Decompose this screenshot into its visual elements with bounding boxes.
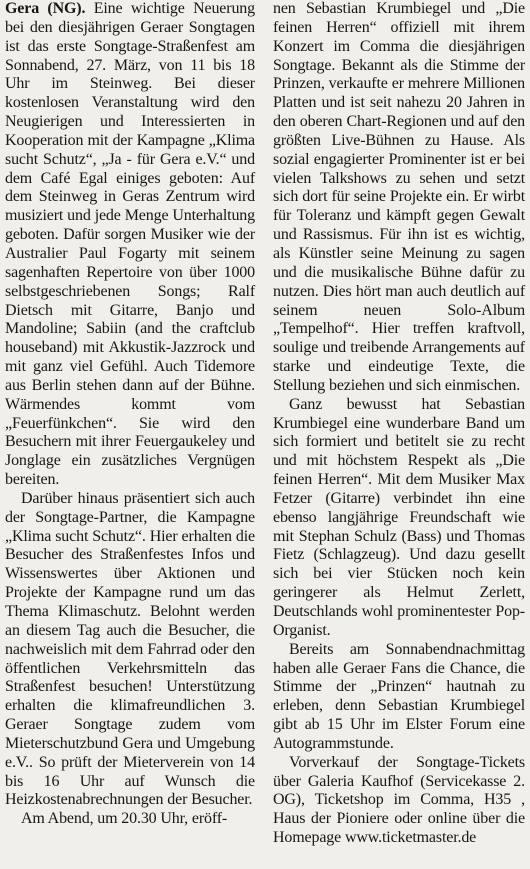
article-right-column: [273, 0, 525, 848]
paragraph-tickets: Vorverkauf der Songtage-Tickets über Galeria Kaufhof (Servicekasse 2. OG), Ticketshop im Comma, H35 , Haus der Pioniere oder online über die Homepage www.ticketmaster.de: [273, 753, 525, 847]
paragraph-intro-text: Eine wichtige Neuerung bei den diesjährigen Geraer Songtagen ist das erste Songtage-Straßenfest am Sonnabend, 27. März, von 11 bis 18 Uhr im Steinweg. Bei dieser kostenlosen Veranstaltung wird den Neugierigen und Interessierten in Kooperation mit der Kampagne „Klima sucht Schutz“, „Ja - für Gera e.V.“ und dem Café Egal einiges geboten: Auf dem Steinweg in Geras Zentrum wird musiziert und jede Menge Unterhaltung geboten. Dafür sorgen Musiker wie der Australier Paul Fogarty mit seinem sagenhaften Repertoire von über 1000 selbstgeschriebenen Songs; Ralf Dietsch mit Gitarre, Banjo und Mandoline; Sabiin (and the craftclub houseband) mit Akkustik-Jazzrock und mit ganz viel Gefühl. Auch Tidemore aus Berlin stehen dann auf der Bühne. Wärmendes kommt vom „Feuerfünkchen“. Sie wird den Besuchern mit ihrer Feuergaukeley und Jonglage ein zusätzliches Vergnügen bereiten.: [5, 0, 255, 489]
article-left-column: [5, 0, 255, 829]
paragraph-concert: nen Sebastian Krumbiegel und „Die feinen Herren“ offiziell mit ihrem Konzert im Comma die diesjährigen Songtage. Bekannt als die Stimme der Prinzen, verkaufte er mehrere Millionen Platten und ist seit nahezu 20 Jahren in den oberen Chart-Regionen und auf den größten Live-Bühnen zu Hause. Als sozial engagierter Prominenter ist er bei vielen Talkshows zu sehen und setzt sich dort für seine Projekte ein. Er wirbt für Toleranz und kämpft gegen Gewalt und Rassismus. Für ihn ist es wichtig, als Künstler seine Meinung zu sagen und die musikalische Bühne dafür zu nutzen. Dies hört man auch deutlich auf seinem neuen Solo-Album „Tempelhof“. Hier treffen kraftvoll, soulige und treibende Arrangements auf starke und eindeutige Texte, die Stellung beziehen und sich einmischen.: [273, 0, 525, 394]
paragraph-intro: [5, 0, 255, 490]
paragraph-band: Ganz bewusst hat Sebastian Krumbiegel eine wunderbare Band um sich formiert und betitelt sie zu recht und mit höchstem Respekt als „Die feinen Herren“. Mit dem Musiker Max Fetzer (Gitarre) verbindet ihn eine ebenso langjährige Freundschaft wie mit Stephan Schulz (Bass) und Thomas Fietz (Schlagzeug). Und dazu gesellt sich bei vier Stücken noch kein geringerer als Helmut Zerlett, Deutschlands wohl prominentester Pop-Organist.: [273, 395, 525, 639]
paragraph-partner: Darüber hinaus präsentiert sich auch der Songtage-Partner, die Kampagne „Klima sucht Schutz“. Hier erhalten die Besucher des Straßenfestes Infos und Wissenswertes über Aktionen und Projekte der Kampagne rund um das Thema Klimaschutz. Belohnt werden an diesem Tag auch die Besucher, die nachweislich mit dem Fahrrad oder den öffentlichen Verkehrsmitteln das Straßenfest besuchen! Unterstützung erhalten die klimafreundlichen 3. Geraer Songtage zudem vom Mieterschutzbund Gera und Umgebung e.V.. So prüft der Mieterverein von 14 bis 16 Uhr auf Wunsch die Heizkostenabrechnungen der Besucher.: [5, 489, 255, 809]
paragraph-autograph: Bereits am Sonnabendnachmittag haben alle Geraer Fans die Chance, die Stimme der „Prinzen“ hautnah zu erleben, denn Sebastian Krumbiegel gibt ab 15 Uhr im Elster Forum eine Autogrammstunde.: [273, 640, 525, 752]
paragraph-evening-start: Am Abend, um 20.30 Uhr, eröff-: [21, 810, 228, 828]
dateline: Gera (NG).: [5, 0, 86, 17]
